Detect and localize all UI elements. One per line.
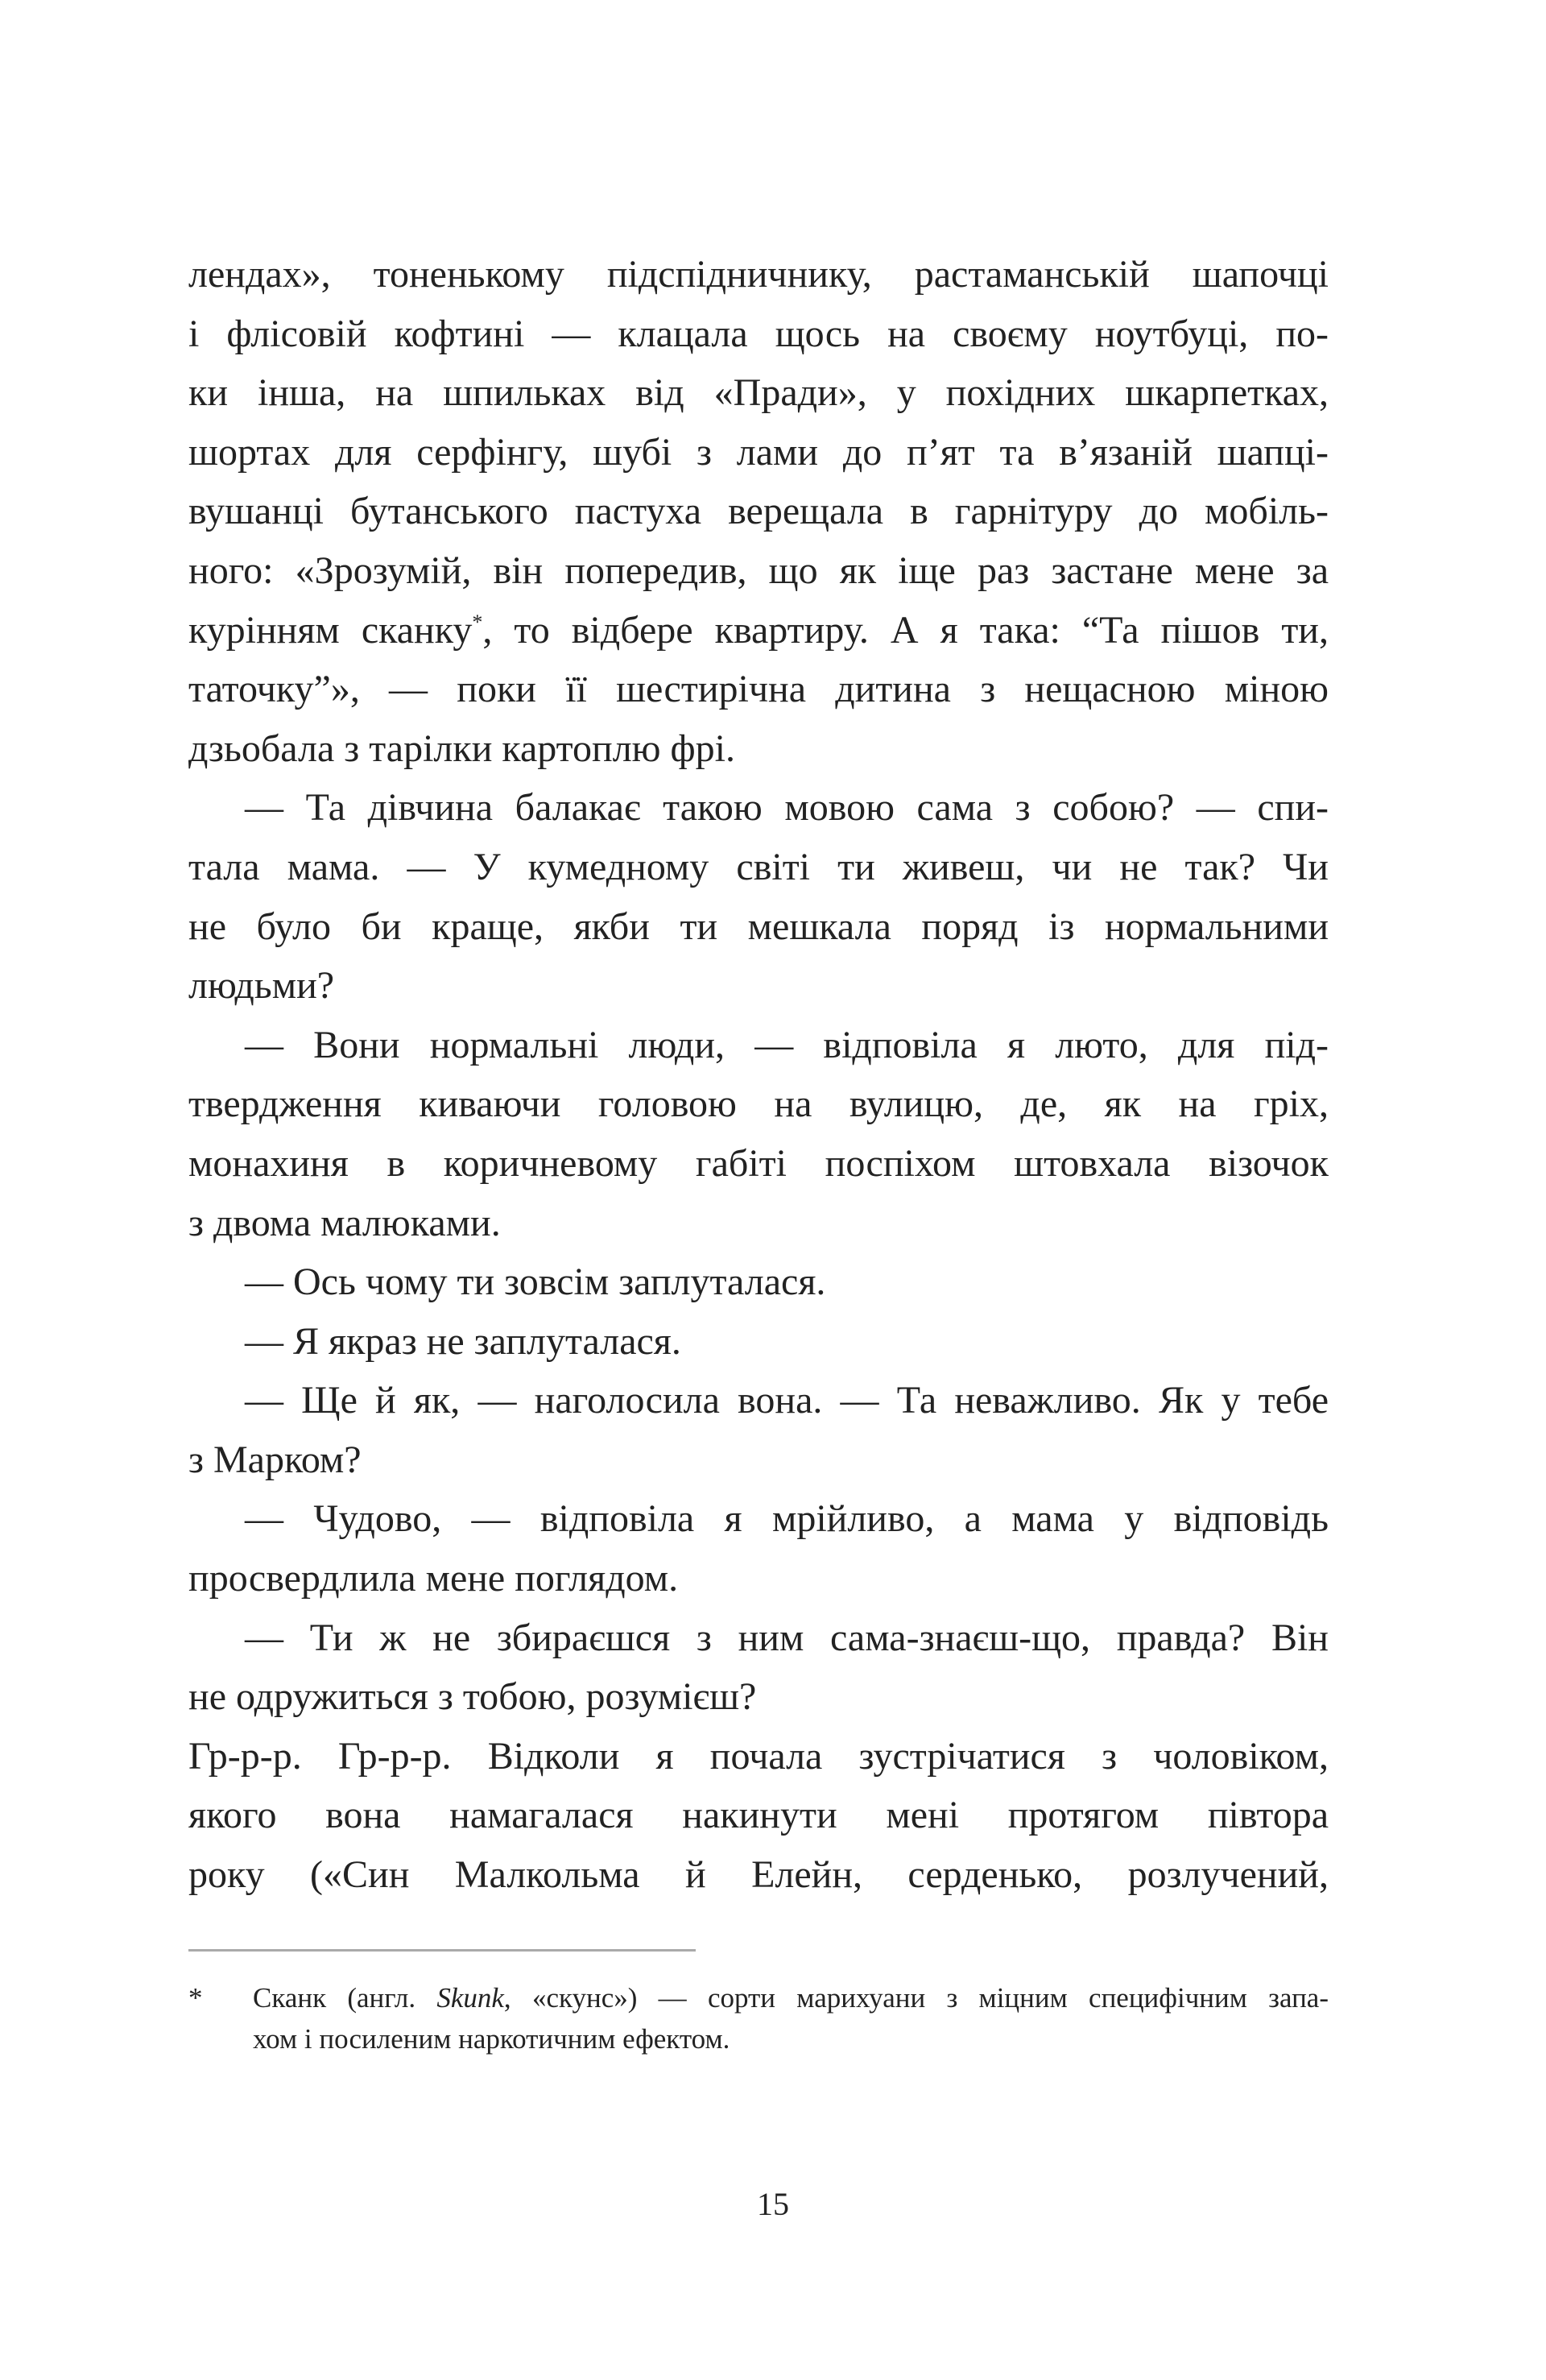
footnote-divider <box>188 1949 696 1952</box>
text-line: лендах», тоненькому підспідничнику, растаманській шапочці <box>188 253 1329 296</box>
text-line: не одружиться з тобою, розумієш? <box>188 1675 757 1719</box>
text-segment: курінням сканку <box>188 608 473 652</box>
text-line: ки інша, на шпильках від «Пради», у похідних шкарпетках, <box>188 371 1329 415</box>
text-line: з Марком? <box>188 1438 362 1481</box>
text-line: шортах для серфінгу, шубі з лами до п’ят та в’язаній шапці- <box>188 430 1329 474</box>
text-line: з двома малюками. <box>188 1201 501 1244</box>
text-line: вушанці бутанського пастуха верещала в гарнітуру до мобіль- <box>188 490 1329 533</box>
text-line: — Вони нормальні люди, — відповіла я люто, для під- <box>245 1023 1329 1066</box>
footnote-line: хом і посиленим наркотичним ефектом. <box>253 2023 730 2055</box>
text-line: таточку”», — поки її шестирічна дитина з нещасною міною <box>188 668 1329 711</box>
text-segment: , «скунс») — сорти марихуани з міцним специфічним запа- <box>503 1982 1329 2014</box>
text-line: людьми? <box>188 964 335 1008</box>
text-line <box>188 601 1329 660</box>
text-line: — Ти ж не збираєшся з ним сама-знаєш-що, правда? Він <box>245 1616 1329 1659</box>
footnote <box>188 1977 1329 2059</box>
text-segment: , то відбере квартиру. А я така: “Та пішов ти, <box>482 608 1329 652</box>
text-line: — Та дівчина балакає такою мовою сама з собою? — спи- <box>245 786 1329 830</box>
text-line: просвердлила мене поглядом. <box>188 1557 679 1600</box>
text-line: — Я якраз не заплуталася. <box>245 1319 681 1363</box>
text-line: і флісовій кофтині — клацала щось на своєму ноутбуці, по- <box>188 312 1329 355</box>
text-segment: Сканк (англ. <box>253 1982 437 2014</box>
text-line: дзьобала з тарілки картоплю фрі. <box>188 726 735 770</box>
footnote-reference[interactable]: * <box>472 610 483 634</box>
text-line: якого вона намагалася накинути мені протягом півтора <box>188 1794 1329 1837</box>
text-line: твердження киваючи головою на вулицю, де, як на гріх, <box>188 1082 1329 1126</box>
text-line: — Ще й як, — наголосила вона. — Та неважливо. Як у тебе <box>245 1379 1329 1422</box>
body-text <box>188 245 1329 1905</box>
text-line: року («Син Малкольма й Елейн, серденько, розлучений, <box>188 1853 1329 1897</box>
text-line: — Чудово, — відповіла я мрійливо, а мама у відповідь <box>245 1497 1329 1541</box>
text-line: Гр-р-р. Гр-р-р. Відколи я почала зустрічатися з чоловіком, <box>188 1734 1329 1778</box>
page-number: 15 <box>757 2186 789 2222</box>
text-line: ного: «Зрозумій, він попередив, що як іще раз застане мене за <box>188 548 1329 592</box>
text-line: не було би краще, якби ти мешкала поряд із нормальними <box>188 904 1329 948</box>
footnote-marker: * <box>188 1982 203 2014</box>
footnote-line <box>253 1977 1329 2018</box>
text-segment-italic: Skunk <box>436 1982 504 2014</box>
text-line: тала мама. — У кумедному світі ти живеш, чи не так? Чи <box>188 845 1329 888</box>
text-line: монахиня в коричневому габіті поспіхом штовхала візочок <box>188 1141 1329 1185</box>
text-line: — Ось чому ти зовсім заплуталася. <box>245 1260 826 1304</box>
